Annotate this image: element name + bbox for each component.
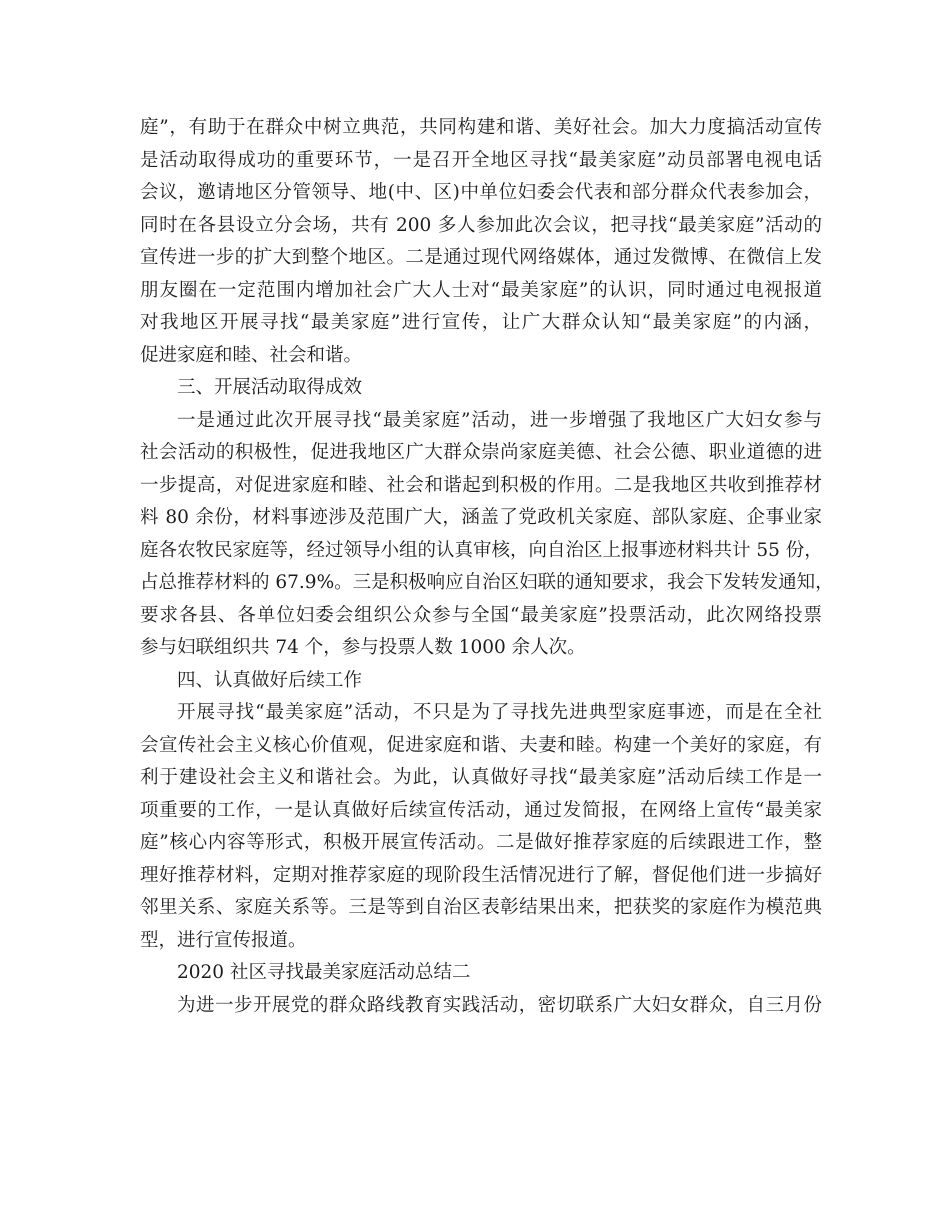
text-line: 一是通过此次开展寻找“最美家庭”活动，进一步增强了我地区广大妇女参与: [177, 409, 822, 431]
text-line: 是活动取得成功的重要环节，一是召开全地区寻找“最美家庭”动员部署电视电话: [140, 149, 822, 171]
text-line: 开展寻找“最美家庭”活动，不只是为了寻找先进典型家庭事迹，而是在全社: [177, 702, 822, 723]
text-line: 一步提高，对促进家庭和睦、社会和谐起到积极的作用。二是我地区共收到推荐材: [140, 474, 822, 496]
text-line: 庭”核心内容等形式，积极开展宣传活动。二是做好推荐家庭的后续跟进工作，整: [140, 832, 822, 853]
text-line: 利于建设社会主义和谐社会。为此，认真做好寻找“最美家庭”活动后续工作是一: [140, 767, 822, 788]
text-line: 对我地区开展寻找“最美家庭”进行宣传，让广大群众认知“最美家庭”的内涵，: [140, 312, 822, 333]
text-line: 三、开展活动取得成效: [177, 377, 363, 398]
document-body: [140, 112, 834, 1022]
text-line: 要求各县、各单位妇委会组织公众参与全国“最美家庭”投票活动，此次网络投票: [140, 604, 822, 626]
text-line: 朋友圈在一定范围内增加社会广大人士对“最美家庭”的认识，同时通过电视报道: [140, 279, 822, 301]
text-line: 庭”，有助于在群众中树立典范，共同构建和谐、美好社会。加大力度搞活动宣传: [140, 117, 822, 138]
text-line: 宣传进一步的扩大到整个地区。二是通过现代网络媒体，通过发微博、在微信上发: [140, 247, 822, 268]
text-line: 会议，邀请地区分管领导、地(中、区)中单位妇委会代表和部分群众代表参加会，: [140, 182, 822, 203]
text-line: 促进家庭和睦、社会和谐。: [140, 344, 363, 366]
text-line: 型，进行宣传报道。: [140, 929, 307, 951]
text-line: 邻里关系、家庭关系等。三是等到自治区表彰结果出来，把获奖的家庭作为模范典: [140, 897, 822, 918]
text-line: 社会活动的积极性，促进我地区广大群众崇尚家庭美德、社会公德、职业道德的进: [140, 442, 822, 463]
text-line: 占总推荐材料的 67.9%。三是积极响应自治区妇联的通知要求，我会下发转发通知，: [140, 572, 834, 593]
text-line: 理好推荐材料，定期对推荐家庭的现阶段生活情况进行了解，督促他们进一步搞好: [140, 864, 822, 886]
text-line: 2020 社区寻找最美家庭活动总结二: [177, 962, 471, 983]
text-line: 庭各农牧民家庭等，经过领导小组的认真审核，向自治区上报事迹材料共计 55 份，: [140, 539, 823, 561]
text-line: 会宣传社会主义核心价值观，促进家庭和谐、夫妻和睦。构建一个美好的家庭，有: [140, 734, 822, 756]
text-line: 项重要的工作，一是认真做好后续宣传活动，通过发简报，在网络上宣传“最美家: [140, 799, 822, 821]
text-line: 为进一步开展党的群众路线教育实践活动，密切联系广大妇女群众，自三月份: [177, 994, 822, 1016]
text-line: 参与妇联组织共 74 个，参与投票人数 1000 余人次。: [140, 637, 586, 658]
text-line: 料 80 余份，材料事迹涉及范围广大，涵盖了党政机关家庭、部队家庭、企事业家: [140, 507, 822, 528]
text-line: 同时在各县设立分会场，共有 200 多人参加此次会议，把寻找“最美家庭”活动的: [140, 214, 822, 236]
text-line: 四、认真做好后续工作: [177, 669, 363, 691]
